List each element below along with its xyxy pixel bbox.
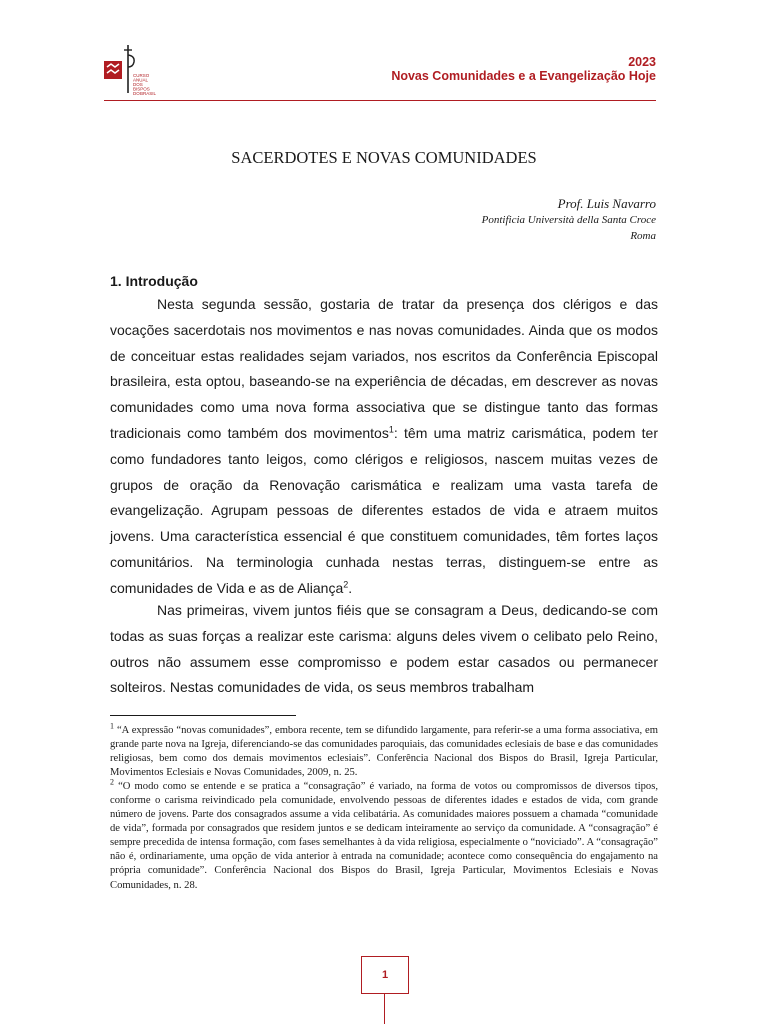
page-number-line [384,993,385,1024]
footnote-1-text: “A expressão “novas comunidades”, embora recente, tem se difundido largamente, para referir-se a uma forma associativa, em grande parte nova na Igreja, diferenciando-se das comunidades paroquiais, das comunidades eclesiais de base e das comunidades religiosas, bem como dos demais movimentos eclesiais”. Conferência Nacional dos Bispos do Brasil, Igreja Particular, Movimentos Eclesiais e Novas Comunidades, 2009, n. 25. [110,725,658,779]
body-paragraph-1 [110,292,658,602]
header-rule [104,100,656,101]
paragraph-1-part-b: : têm uma matriz carismática, podem ter como fundadores tanto leigos, como clérigos e religiosos, nascem muitas vezes de grupos de oração da Renovação carismática e realizam uma vasta tarefa de evangelização. Agrupam pessoas de diferentes estados de vida e atraem muitos jovens. Uma característica essencial é que constituem comunidades, têm fortes laços comunitários. Na terminologia cunhada nestas terras, distinguem-se entre as comunidades de Vida e as de Aliança [110,424,658,596]
footnote-ref-1[interactable]: 1 [388,424,394,435]
logo-line-4: BISPOS [133,86,150,92]
footnote-2-number: 2 [110,777,114,787]
header-year: 2023 [628,55,656,69]
logo-line-1: CURSO [133,73,150,78]
author-name: Prof. Luis Navarro [557,196,656,211]
paragraph-1-part-a: Nesta segunda sessão, gostaria de tratar da presença dos clérigos e das vocações sacerdotais nos movimentos e nas novas comunidades. Ainda que os modos de conceituar estas realidades sejam variados, nos escritos da Conferência Episcopal brasileira, esta optou, baseando-se na experiência de décadas, em descrever as novas comunidades como uma nova forma associativa que se distingue tanto das formas tradicionais como também dos movimentos [110,296,658,441]
page-title: SACERDOTES E NOVAS COMUNIDADES [231,148,537,167]
author-affiliation: Pontificia Università della Santa Croce [481,214,656,226]
section-heading: 1. Introdução [110,273,198,289]
body-paragraph-2: Nas primeiras, vivem juntos fiéis que se consagram a Deus, dedicando-se com todas as suas forças a realizar este carisma: alguns deles vivem o celibato pelo Reino, outros não assumem esse compromisso e podem estar casados ou permanecer solteiros. Nestas comunidades de vida, os seus membros trabalham [110,602,658,696]
logo-line-5: DO [133,91,140,95]
page-number: 1 [361,956,409,994]
footnote-2-text: “O modo como se entende e se pratica a “consagração” é variado, na forma de votos ou compromissos de diversos tipos, conforme o carisma reivindicado pela comunidade, envolvendo pessoas de diferentes idades e estados de vida, com grande número de jovens. Parte dos consagrados assume a vida celibatária. As comunidades maiores possuem a chamada “comunidade de vida”, formada por consagrados que residem juntos e se dedicam inteiramente ao serviço da comunidade. A “consagração” é sempre precedida de intensa formação, com fases semelhantes à da vida religiosa, especialmente o “noviciado”. A “consagração” não é, ordinariamente, uma opção de vida anterior à entrada na comunidade; acontece como consequência do engajamento na própria comunidade”. Conferência Nacional dos Bispos do Brasil, Igreja Particular, Movimentos Eclesiais e Novas Comunidades, n. 28. [110,781,659,891]
footnote-2 [110,777,659,892]
footnote-1-number: 1 [110,721,114,731]
footnote-1 [110,721,658,780]
logo-line-3: DOS [133,82,143,87]
paragraph-1-part-c: . [348,579,353,596]
cnbb-logo-icon [104,43,160,95]
footnotes [110,721,659,893]
footnote-separator [110,715,296,716]
author-city: Roma [630,230,656,242]
logo-line-6: BRASIL [140,91,157,95]
logo-line-2: ANUAL [133,77,149,83]
header-subtitle: Novas Comunidades e a Evangelização Hoje [391,69,656,83]
footnote-ref-2[interactable]: 2 [343,579,349,590]
